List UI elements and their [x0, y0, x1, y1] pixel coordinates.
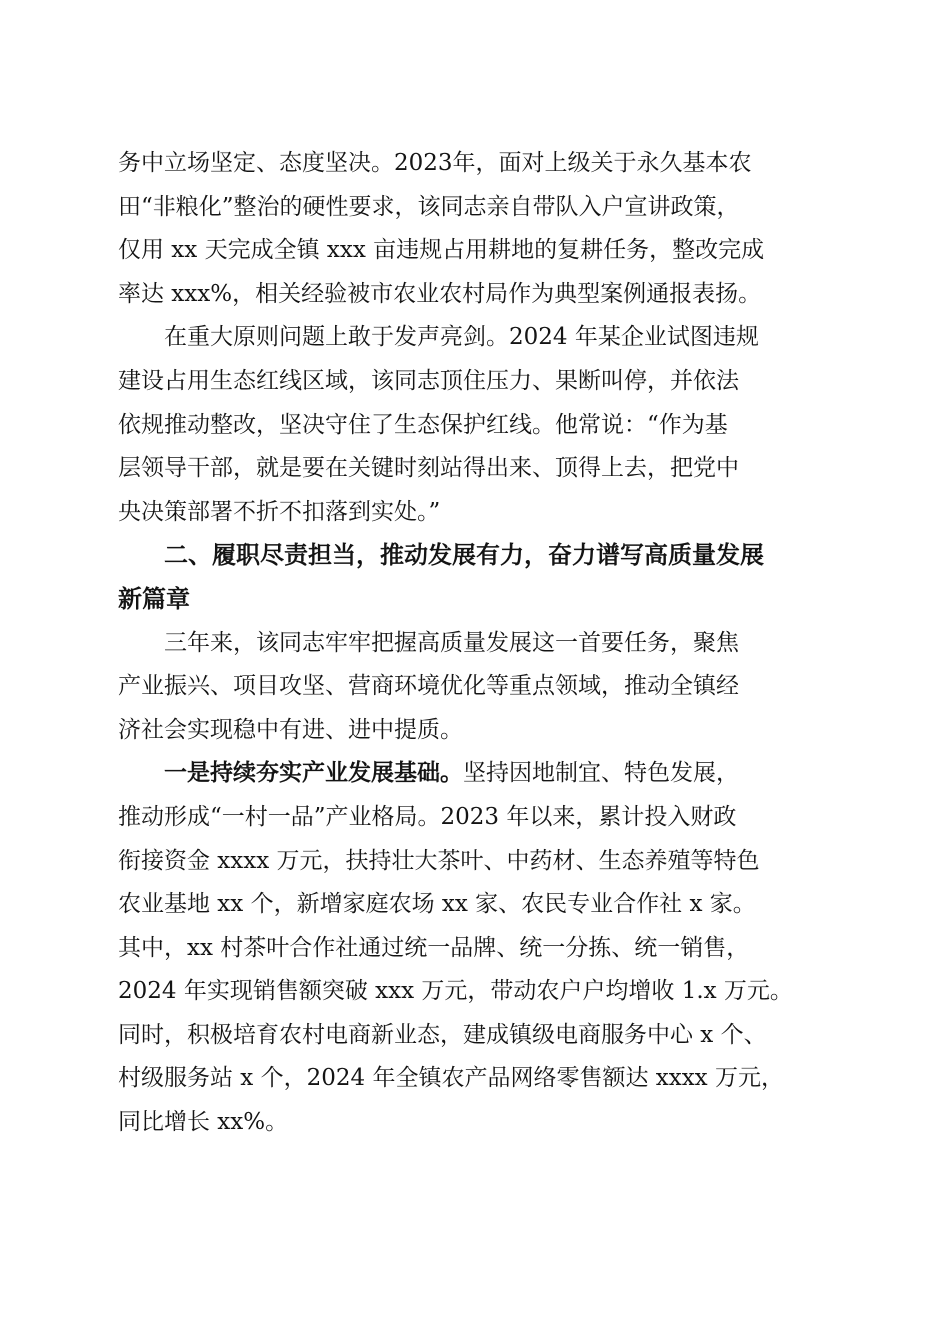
paragraph-line: 村级服务站 x 个，2024 年全镇农产品网络零售额达 xxxx 万元， [118, 1065, 784, 1092]
paragraph-line: 同比增长 xx%。 [118, 1109, 289, 1136]
paragraph-line: 农业基地 xx 个，新增家庭农场 xx 家、农民专业合作社 x 家。 [118, 891, 756, 918]
paragraph-line: 在重大原则问题上敢于发声亮剑。2024 年某企业试图违规 [164, 324, 759, 351]
paragraph-line: 层领导干部，就是要在关键时刻站得出来、顶得上去，把党中 [118, 455, 739, 482]
paragraph-line: 依规推动整改，坚决守住了生态保护红线。他常说：“作为基 [118, 411, 728, 438]
section-heading: 新篇章 [118, 584, 190, 613]
paragraph-line: 央决策部署不折不扣落到实处。” [118, 498, 441, 525]
document-body [118, 142, 838, 1145]
paragraph-line: 其中，xx 村茶叶合作社通过统一品牌、统一分拣、统一销售， [118, 934, 750, 961]
paragraph-line: 建设占用生态红线区域，该同志顶住压力、果断叫停，并依法 [118, 367, 739, 394]
paragraph-line: 2024 年实现销售额突破 xxx 万元，带动农户户均增收 1.x 万元。 [118, 978, 793, 1005]
paragraph-line [118, 752, 838, 796]
paragraph-line: 推动形成“一村一品”产业格局。2023 年以来，累计投入财政 [118, 803, 737, 830]
paragraph-line: 产业振兴、项目攻坚、营商环境优化等重点领域，推动全镇经 [118, 673, 739, 700]
paragraph-line: 务中立场坚定、态度坚决。2023年，面对上级关于永久基本农 [118, 150, 752, 176]
paragraph-line: 同时，积极培育农村电商新业态，建成镇级电商服务中心 x 个、 [118, 1021, 767, 1048]
paragraph-line: 衔接资金 xxxx 万元，扶持壮大茶叶、中药材、生态养殖等特色 [118, 847, 760, 874]
paragraph-line: 三年来，该同志牢牢把握高质量发展这一首要任务，聚焦 [164, 629, 739, 656]
bold-lead-phrase: 一是持续夯实产业发展基础。 [164, 760, 463, 787]
paragraph-text: 坚持因地制宜、特色发展， [463, 760, 739, 787]
paragraph-line: 率达 xxx%，相关经验被市农业农村局作为典型案例通报表扬。 [118, 280, 762, 307]
section-heading: 二、履职尽责担当，推动发展有力，奋力谱写高质量发展 [164, 541, 764, 570]
paragraph-line: 济社会实现稳中有进、进中提质。 [118, 716, 463, 743]
paragraph-line: 仅用 xx 天完成全镇 xxx 亩违规占用耕地的复耕任务，整改完成 [118, 237, 765, 264]
paragraph-line: 田“非粮化”整治的硬性要求，该同志亲自带队入户宣讲政策， [118, 193, 740, 220]
